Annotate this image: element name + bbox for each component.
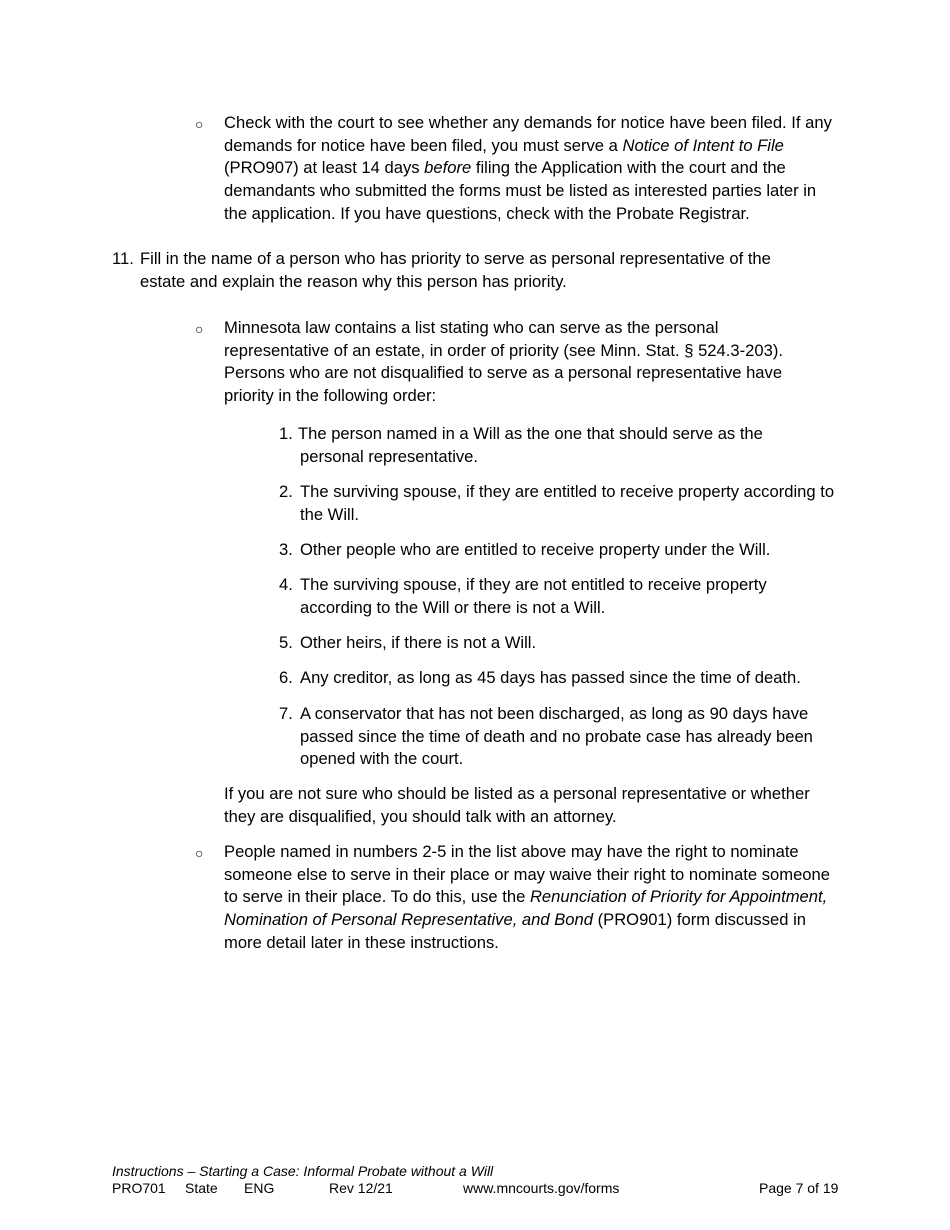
bullet-marker: ○ [195, 845, 204, 861]
item-11-number: 11. [112, 249, 134, 268]
priority-item-text: The surviving spouse, if they are not entitled to receive property according to the Will or there is not a Will. [300, 575, 767, 617]
attorney-note: If you are not sure who should be listed as a personal representative or whether they are disqualified, you should talk with an attorney. [224, 784, 810, 826]
priority-item-number: 2. [279, 482, 293, 501]
priority-item-number: 3. [279, 540, 293, 559]
priority-item-text: A conservator that has not been discharged, as long as 90 days have passed since the time of death and no probate case has already been opened with the court. [300, 704, 813, 769]
bullet-marker: ○ [195, 116, 204, 132]
priority-item-number: 4. [279, 575, 293, 594]
minnesota-law-paragraph: Minnesota law contains a list stating who can serve as the personal representative of an estate, in order of priority (see Minn. Stat. § 524.3-203). Persons who are not disqualified to serve as a personal representative have priority in the following order: [224, 318, 783, 406]
footer-jurisdiction: State [185, 1180, 218, 1196]
priority-item-text: The person named in a Will as the one that should serve as the personal representative. [298, 424, 763, 466]
demand-notice-paragraph: Check with the court to see whether any demands for notice have been filed. If any demands for notice have been filed, you must serve a Notice of Intent to File (PRO907) at least 14 days before filing the Application with the court and the demandants who submitted the forms must be listed as interested parties later in the application. If you have questions, check with the Probate Registrar. [224, 113, 832, 223]
footer-page-number: Page 7 of 19 [759, 1180, 839, 1196]
item-11-text: Fill in the name of a person who has priority to serve as personal representative of the estate and explain the reason why this person has priority. [140, 249, 771, 291]
priority-item-text: Other people who are entitled to receive property under the Will. [300, 540, 771, 559]
footer-revision: Rev 12/21 [329, 1180, 393, 1196]
footer-form-code: PRO701 [112, 1180, 166, 1196]
priority-item-number: 7. [279, 704, 293, 723]
footer-website-link[interactable]: www.mncourts.gov/forms [463, 1180, 620, 1196]
priority-item-text: Other heirs, if there is not a Will. [300, 633, 537, 652]
priority-item-text: The surviving spouse, if they are entitled to receive property according to the Will. [300, 482, 835, 524]
priority-item-number: 6. [279, 668, 293, 687]
bullet-marker: ○ [195, 321, 204, 337]
priority-item-text: Any creditor, as long as 45 days has passed since the time of death. [300, 668, 801, 687]
priority-item-number: 5. [279, 633, 293, 652]
footer-language: ENG [244, 1180, 275, 1196]
nomination-paragraph: People named in numbers 2-5 in the list above may have the right to nominate someone else to serve in their place or may waive their right to nominate someone to serve in their place. To do this, use the Renunciation of Priority for Appointment, Nomination of Personal Representative, and Bond (PRO901) form discussed in more detail later in these instructions. [224, 842, 830, 952]
footer-title: Instructions – Starting a Case: Informal Probate without a Will [112, 1163, 494, 1179]
priority-item-number: 1. [279, 424, 293, 443]
